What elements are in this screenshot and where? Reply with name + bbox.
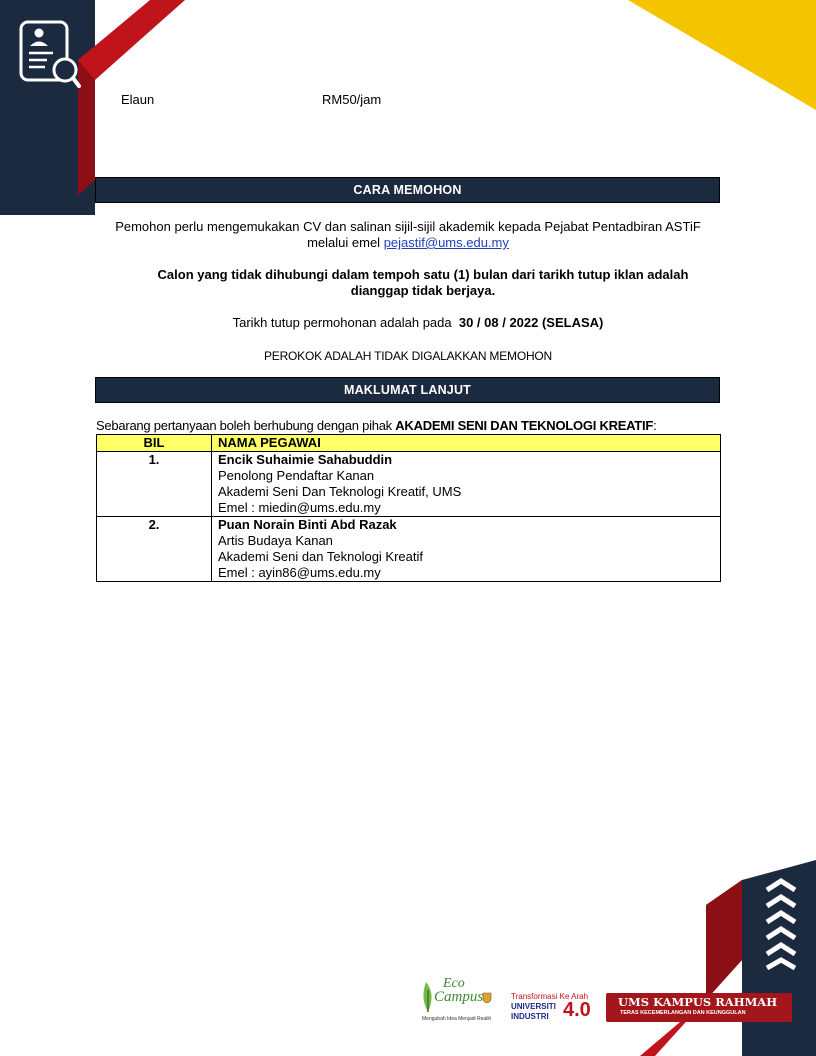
allowance-label: Elaun [121,92,155,107]
document-search-icon [19,20,81,90]
version-text: 4.0 [563,999,591,1021]
row-number: 2. [97,517,212,582]
universiti-text: UNIVERSITI [511,1002,556,1011]
notice-line2: dianggap tidak berjaya. [350,283,496,298]
industry-4-logo [510,992,600,1026]
apply-instruction-prefix: melalui emel [307,235,384,250]
header-officer-name: NAMA PEGAWAI [212,435,721,452]
apply-email-link[interactable]: pejastif@ums.edu.my [383,235,509,250]
more-info-intro-prefix: Sebarang pertanyaan boleh berhubung dengan pihak [96,418,396,433]
officer-org: Akademi Seni Dan Teknologi Kreatif, UMS [218,484,462,499]
ums-banner-subtitle: TERAS KECEMERLANGAN DAN KEUNGGULAN [620,1010,746,1016]
eco-text: Eco [443,976,465,991]
row-number: 1. [97,452,212,517]
officer-title: Artis Budaya Kanan [218,533,333,548]
table-row [97,452,721,517]
how-to-apply-heading: CARA MEMOHON [95,177,720,203]
closing-date-line [70,315,766,331]
notice-line1: Calon yang tidak dihubungi dalam tempoh satu (1) bulan dari tarikh tutup iklan adalah [157,267,689,282]
eco-tagline: Mengubah Idea Menjadi Realiti [422,1016,491,1022]
more-info-intro-org: AKADEMI SENI DAN TEKNOLOGI KREATIF [395,418,654,433]
eco-campus-logo [416,976,496,1026]
allowance-value: RM50/jam [322,92,382,107]
chevron-up-icons [765,878,797,970]
officer-title: Penolong Pendaftar Kanan [218,468,375,483]
closing-date-value: 30 / 08 / 2022 (SELASA) [458,315,604,330]
officer-email: Emel : ayin86@ums.edu.my [218,565,381,580]
officer-email: Emel : miedin@ums.edu.my [218,500,381,515]
ums-crest-icon [482,992,492,1004]
apply-instruction-line1: Pemohon perlu mengemukakan CV dan salinan sijil-sijil akademik kepada Pejabat Pentadbiran ASTiF [115,219,701,234]
table-row [97,517,721,582]
transform-top-text: Transformasi Ke Arah [511,992,589,1001]
header-bil: BIL [97,435,212,452]
more-info-intro [96,418,656,433]
contacts-table [96,434,721,582]
more-info-heading: MAKLUMAT LANJUT [95,377,720,403]
officer-details [212,517,721,582]
industri-text: INDUSTRI [511,1012,549,1021]
closing-date-prefix: Tarikh tutup permohonan adalah pada [232,315,452,330]
apply-instruction-line2 [60,235,756,251]
smoking-notice: PEROKOK ADALAH TIDAK DIGALAKKAN MEMOHON [263,349,553,363]
officer-details [212,452,721,517]
officer-org: Akademi Seni dan Teknologi Kreatif [218,549,423,564]
officer-name: Puan Norain Binti Abd Razak [218,517,397,532]
more-info-intro-suffix: : [653,418,657,433]
campus-text: Campus [434,989,484,1005]
ums-banner-title: UMS KAMPUS RAHMAH [618,995,778,1009]
ums-kampus-rahmah-banner [606,993,792,1022]
officer-name: Encik Suhaimie Sahabuddin [218,452,393,467]
top-right-yellow-shape [628,0,816,110]
contacts-header-row [97,435,721,452]
